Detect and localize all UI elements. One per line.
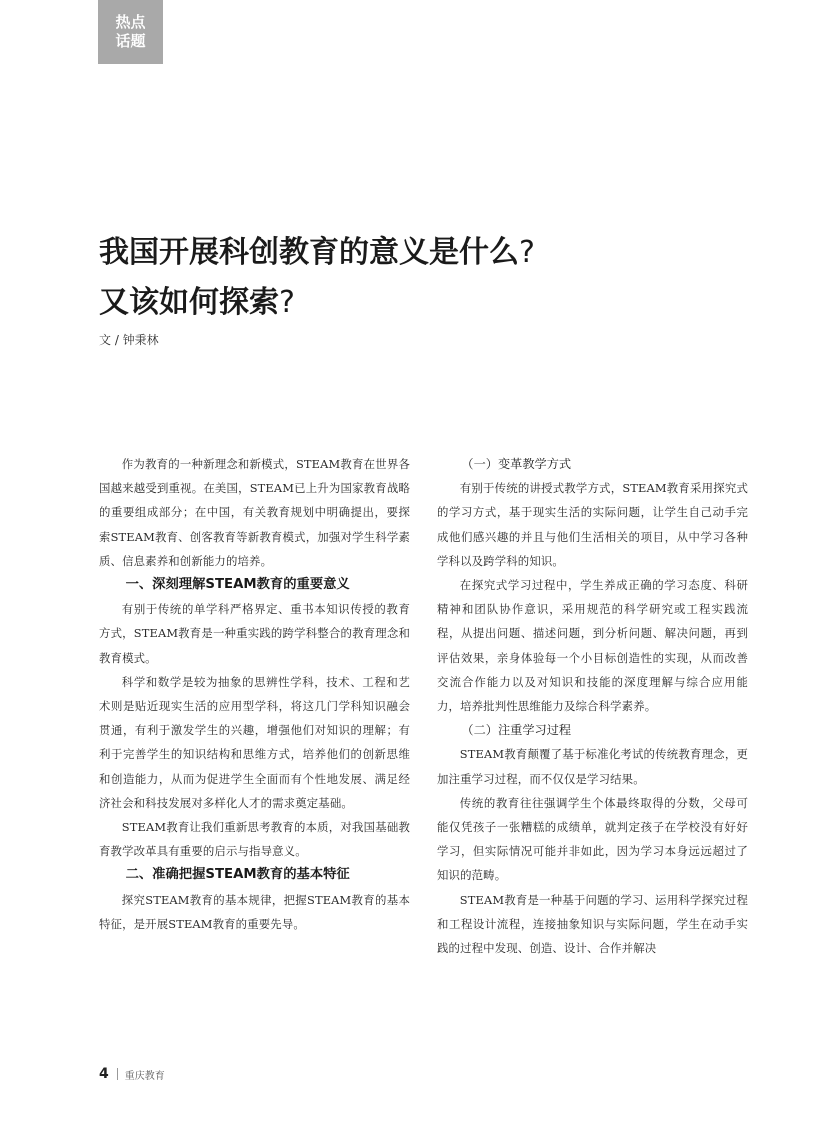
paragraph: 作为教育的一种新理念和新模式，STEAM教育在世界各国越来越受到重视。在美国，STEAM已上升为国家教育战略的重要组成部分；在中国，有关教育规划中明确提出，要探索STEAM教育、创客教育等新教育模式，加强对学生科学素质、信息素养和创新能力的培养。 [99, 457, 410, 568]
paragraph: 有别于传统的单学科严格界定、重书本知识传授的教育方式，STEAM教育是一种重实践的跨学科整合的教育理念和教育模式。 [99, 602, 410, 665]
paragraph: 探究STEAM教育的基本规律，把握STEAM教育的基本特征，是开展STEAM教育的重要先导。 [99, 892, 410, 931]
paragraph: 科学和数学是较为抽象的思辨性学科，技术、工程和艺术则是贴近现实生活的应用型学科，将这几门学科知识融会贯通，有利于激发学生的兴趣，增强他们对知识的理解；有利于完善学生的知识结构和思维方式，培养他们的创新思维和创造能力，从而为促进学生全面而有个性地发展、满足经济社会和科技发展对多样化人才的需求奠定基础。 [99, 674, 410, 810]
magazine-name: 重庆教育 [124, 1070, 165, 1082]
page-footer [99, 1066, 165, 1082]
paragraph: 传统的教育往往强调学生个体最终取得的分数，父母可能仅凭孩子一张糟糕的成绩单，就判定孩子在学校没有好好学习，但实际情况可能并非如此，因为学习本身远远超过了知识的范畴。 [437, 795, 748, 883]
right-column [437, 452, 748, 960]
paragraph: STEAM教育颠覆了基于标准化考试的传统教育理念，更加注重学习过程，而不仅仅是学习结果。 [437, 747, 748, 786]
article-title-line2-mark: ? [279, 285, 295, 320]
subsection-heading: （二）注重学习过程 [461, 723, 572, 738]
article-title [99, 228, 739, 328]
article-title-line1-mark: ? [519, 235, 535, 270]
section-heading: 二、准确把握STEAM教育的基本特征 [125, 867, 350, 883]
footer-divider [117, 1068, 118, 1080]
article-title-line2: 又该如何探索 [99, 285, 279, 320]
paragraph: STEAM教育是一种基于问题的学习、运用科学探究过程和工程设计流程，连接抽象知识与实际问题，学生在动手实践的过程中发现、创造、设计、合作并解决 [437, 892, 748, 956]
subsection-heading: （一）变革教学方式 [461, 457, 572, 471]
paragraph: 有别于传统的讲授式教学方式，STEAM教育采用探究式的学习方式，基于现实生活的实际问题，让学生自己动手完成他们感兴趣的并且与他们生活相关的项目，从中学习各种学科以及跨学科的知识。 [437, 481, 748, 568]
paragraph: 在探究式学习过程中，学生养成正确的学习态度、科研精神和团队协作意识，采用规范的科学研究或工程实践流程，从提出问题、描述问题，到分析问题、解决问题，再到评估效果，亲身体验每一个小目标创造性的实现，从而改善交流合作能力以及对知识和技能的深度理解与综合应用能力，培养批判性思维能力及综合科学素养。 [437, 578, 748, 714]
article-title-line1: 我国开展科创教育的意义是什么 [99, 235, 519, 270]
section-tag [98, 0, 163, 64]
left-column [99, 452, 410, 936]
section-heading: 一、深刻理解STEAM教育的重要意义 [125, 577, 350, 593]
page-number: 4 [99, 1066, 109, 1082]
byline: 文 / 钟秉林 [99, 333, 159, 347]
paragraph: STEAM教育让我们重新思考教育的本质，对我国基础教育教学改革具有重要的启示与指导意义。 [99, 820, 410, 859]
section-tag-line2: 话题 [115, 32, 146, 50]
section-tag-line1: 热点 [115, 13, 146, 31]
